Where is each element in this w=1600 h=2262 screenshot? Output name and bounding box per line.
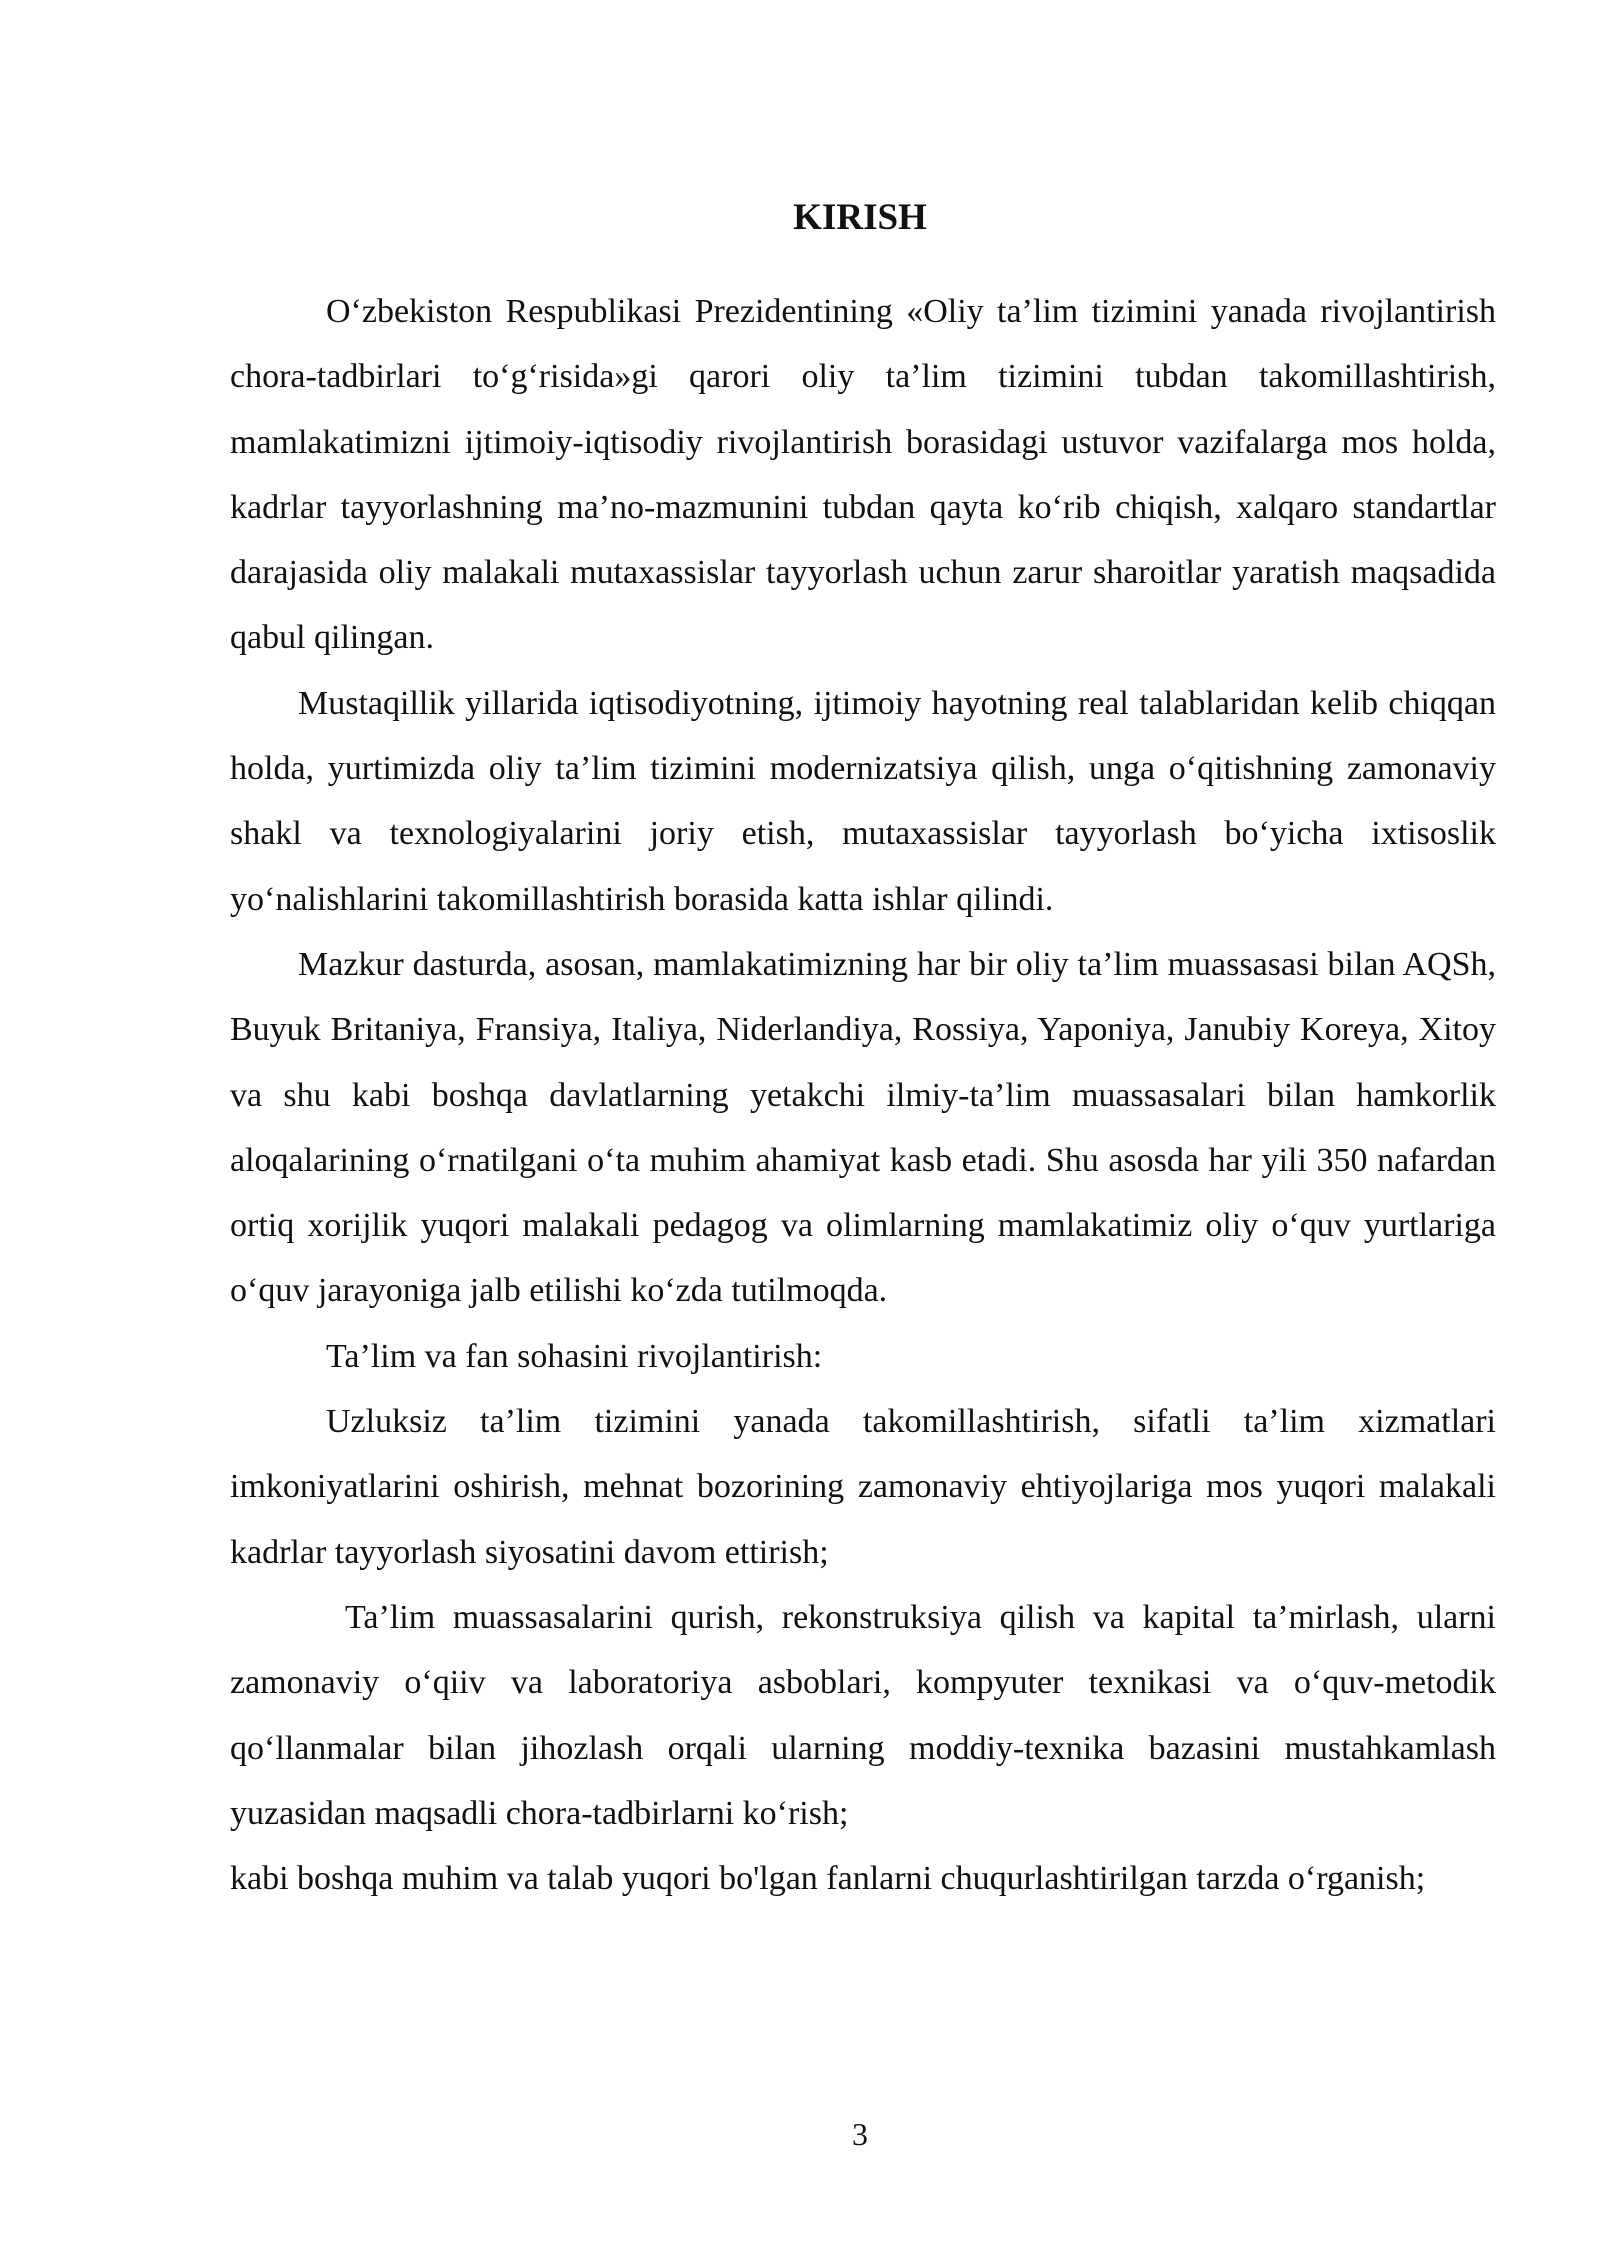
paragraph-continuous-education: Uzluksiz ta’lim tizimini yanada takomillashtirish, sifatli ta’lim xizmatlari imkoniyatlarini oshirish, mehnat bozorining zamonaviy ehtiyojlariga mos yuqori malakali kadrlar tayyorlash siyosatini davom ettirish; — [230, 1403, 1496, 1571]
paragraph-infrastructure: Ta’lim muassasalarini qurish, rekonstruksiya qilish va kapital ta’mirlash, ularni zamonaviy o‘qiiv va laboratoriya asboblari, kompyuter texnikasi va o‘quv-metodik qo‘llanmalar bilan jihozlash orqali ularning moddiy-texnika bazasini mustahkamlash yuzasidan maqsadli chora-tadbirlarni ko‘rish; — [230, 1598, 1496, 1832]
paragraph-section-title: Ta’lim va fan sohasini rivojlantirish: — [326, 1337, 823, 1375]
paragraph-subjects: kabi boshqa muhim va talab yuqori bo'lgan fanlarni chuqurlashtirilgan tarzda o‘rganish; — [230, 1860, 1426, 1898]
paragraph-intro: O‘zbekiston Respublikasi Prezidentining «Oliy ta’lim tizimini yanada rivojlantirish chora-tadbirlari to‘g‘risida»gi qarori oliy ta’lim tizimini tubdan takomillashtirish, mamlakatimizni ijtimoiy-iqtisodiy rivojlantirish borasidagi ustuvor vazifalarga mos holda, kadrlar tayyorlashning ma’no-mazmunini tubdan qayta ko‘rib chiqish, xalqaro standartlar darajasida oliy malakali mutaxassislar tayyorlash uchun zarur sharoitlar yaratish maqsadida qabul qilingan. — [230, 293, 1496, 657]
paragraph-program: Mazkur dasturda, asosan, mamlakatimizning har bir oliy ta’lim muassasasi bilan AQSh, Buyuk Britaniya, Fransiya, Italiya, Niderlandiya, Rossiya, Yaponiya, Janubiy Koreya, Xitoy va shu kabi boshqa davlatlarning yetakchi ilmiy-ta’lim muassasalari bilan hamkorlik aloqalarining o‘rnatilgani o‘ta muhim ahamiyat kasb etadi. Shu asosda har yili 350 nafardan ortiq xorijlik yuqori malakali pedagog va olimlarning mamlakatimiz oliy o‘quv yurtlariga o‘quv jarayoniga jalb etilishi ko‘zda tutilmoqda. — [230, 945, 1496, 1310]
paragraph-independence: Mustaqillik yillarida iqtisodiyotning, ijtimoiy hayotning real talablaridan kelib chiqqan holda, yurtimizda oliy ta’lim tizimini modernizatsiya qilish, unga o‘qitishning zamonaviy shakl va texnologiyalarini joriy etish, mutaxassislar tayyorlash bo‘yicha ixtisoslik yo‘nalishlarini takomillashtirish borasida katta ishlar qilindi. — [230, 684, 1496, 918]
document-body — [230, 279, 1496, 1911]
page-number: 3 — [852, 2116, 868, 2152]
document-heading: KIRISH — [793, 197, 927, 238]
